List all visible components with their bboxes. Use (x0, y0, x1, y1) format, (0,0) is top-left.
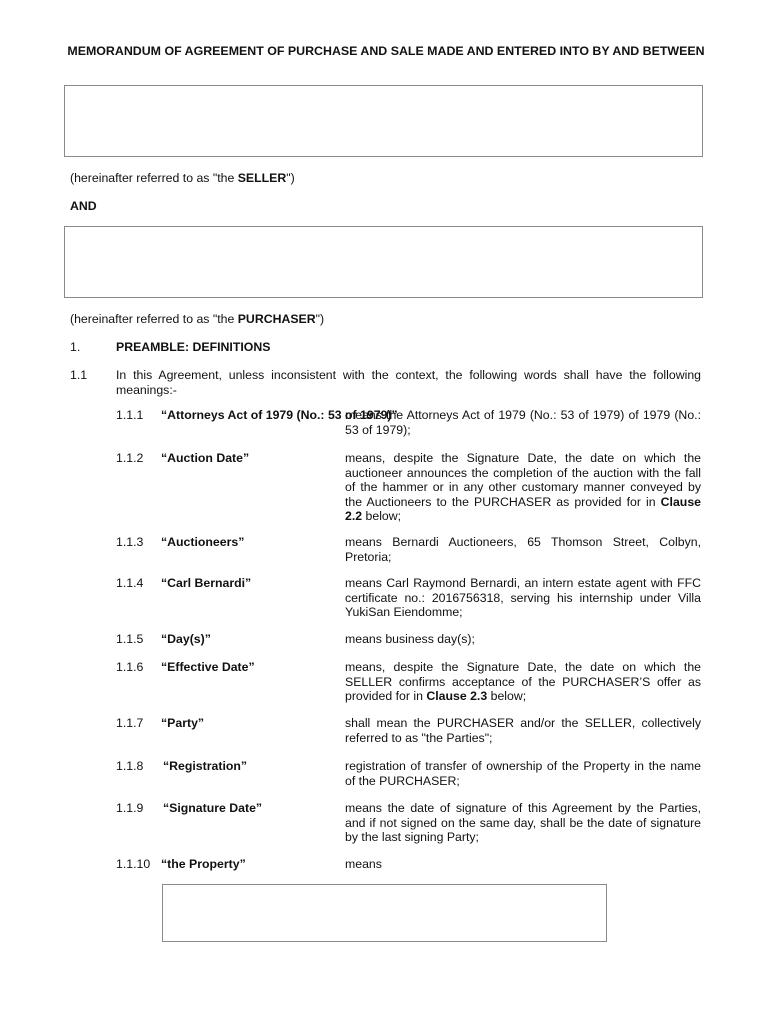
property-description-box[interactable] (162, 884, 607, 942)
definition-meaning (345, 660, 701, 704)
definition-meaning: means business day(s); (345, 632, 475, 646)
definition-term: “the Property” (161, 857, 246, 871)
definition-term: “Carl Bernardi” (161, 576, 252, 590)
seller-term: SELLER (237, 171, 287, 185)
definition-meaning: registration of transfer of ownership of the Property in the name of the PURCHASER; (345, 759, 701, 788)
section-number: 1. (70, 340, 81, 354)
definition-number: 1.1.1 (116, 408, 144, 422)
purchaser-line-prefix: (hereinafter referred to as "the (70, 312, 238, 326)
definition-meaning: means the date of signature of this Agreement by the Parties, and if not signed on the same day, shall be the date of signature by the last signing Party; (345, 801, 701, 845)
definition-meaning: means the Attorneys Act of 1979 (No.: 53 of 1979) of 1979 (No.: 53 of 1979); (345, 408, 701, 437)
definition-number: 1.1.5 (116, 632, 144, 646)
definition-number: 1.1.3 (116, 535, 144, 549)
definition-meaning: means Bernardi Auctioneers, 65 Thomson Street, Colbyn, Pretoria; (345, 535, 701, 564)
definition-term: “Signature Date” (163, 801, 263, 815)
seller-line-prefix: (hereinafter referred to as "the (70, 171, 238, 185)
definition-term: “Registration” (163, 759, 248, 773)
definition-meaning-text: means, despite the Signature Date, the date on which the SELLER confirms acceptance of the PURCHASER’S offer as provided for in (345, 660, 701, 704)
seller-reference-line (70, 171, 295, 186)
section-heading: PREAMBLE: DEFINITIONS (116, 340, 271, 354)
seller-details-box[interactable] (64, 85, 703, 157)
definition-meaning-end: below; (487, 689, 527, 704)
definition-number: 1.1.4 (116, 576, 144, 590)
clause-number: 1.1 (70, 368, 88, 382)
definition-term: “Attorneys Act of 1979 (No.: 53 of 1979)” (161, 408, 398, 422)
definition-number: 1.1.10 (116, 857, 151, 871)
definition-term: “Party” (161, 716, 205, 730)
definition-term: “Effective Date” (161, 660, 255, 674)
clause-reference: Clause 2.3 (426, 689, 488, 704)
clause-reference: Clause 2.2 (345, 494, 701, 524)
purchaser-details-box[interactable] (64, 226, 703, 298)
definition-number: 1.1.9 (116, 801, 144, 815)
definition-number: 1.1.2 (116, 451, 144, 465)
definition-meaning (345, 451, 701, 524)
definition-term: “Auction Date” (161, 451, 250, 465)
purchaser-reference-line (70, 312, 324, 327)
purchaser-term: PURCHASER (237, 312, 316, 326)
definition-number: 1.1.6 (116, 660, 144, 674)
purchaser-line-suffix: ") (315, 312, 325, 326)
definition-meaning-end: below; (362, 509, 402, 524)
definition-meaning: shall mean the PURCHASER and/or the SELLER, collectively referred to as "the Parties"; (345, 716, 701, 745)
definition-term: “Day(s)” (161, 632, 211, 646)
definition-meaning-text: means, despite the Signature Date, the date on which the auctioneer announces the completion of the auction with the fall of the hammer or in any other customary manner conveyed by the Auctioneers to the PURCHASER as provided for in (345, 451, 701, 509)
clause-text: In this Agreement, unless inconsistent with the context, the following words shall have the following meanings:- (116, 368, 701, 397)
document-title: MEMORANDUM OF AGREEMENT OF PURCHASE AND SALE MADE AND ENTERED INTO BY AND BETWEEN (67, 44, 705, 58)
definition-meaning: means (345, 857, 382, 871)
definition-meaning: means Carl Raymond Bernardi, an intern estate agent with FFC certificate no.: 2016756318, serving his internship under Villa YukiSan Eiendomme; (345, 576, 701, 620)
and-label: AND (70, 199, 97, 213)
definition-number: 1.1.8 (116, 759, 144, 773)
seller-line-suffix: ") (286, 171, 295, 185)
definition-term: “Auctioneers” (161, 535, 245, 549)
definition-number: 1.1.7 (116, 716, 144, 730)
